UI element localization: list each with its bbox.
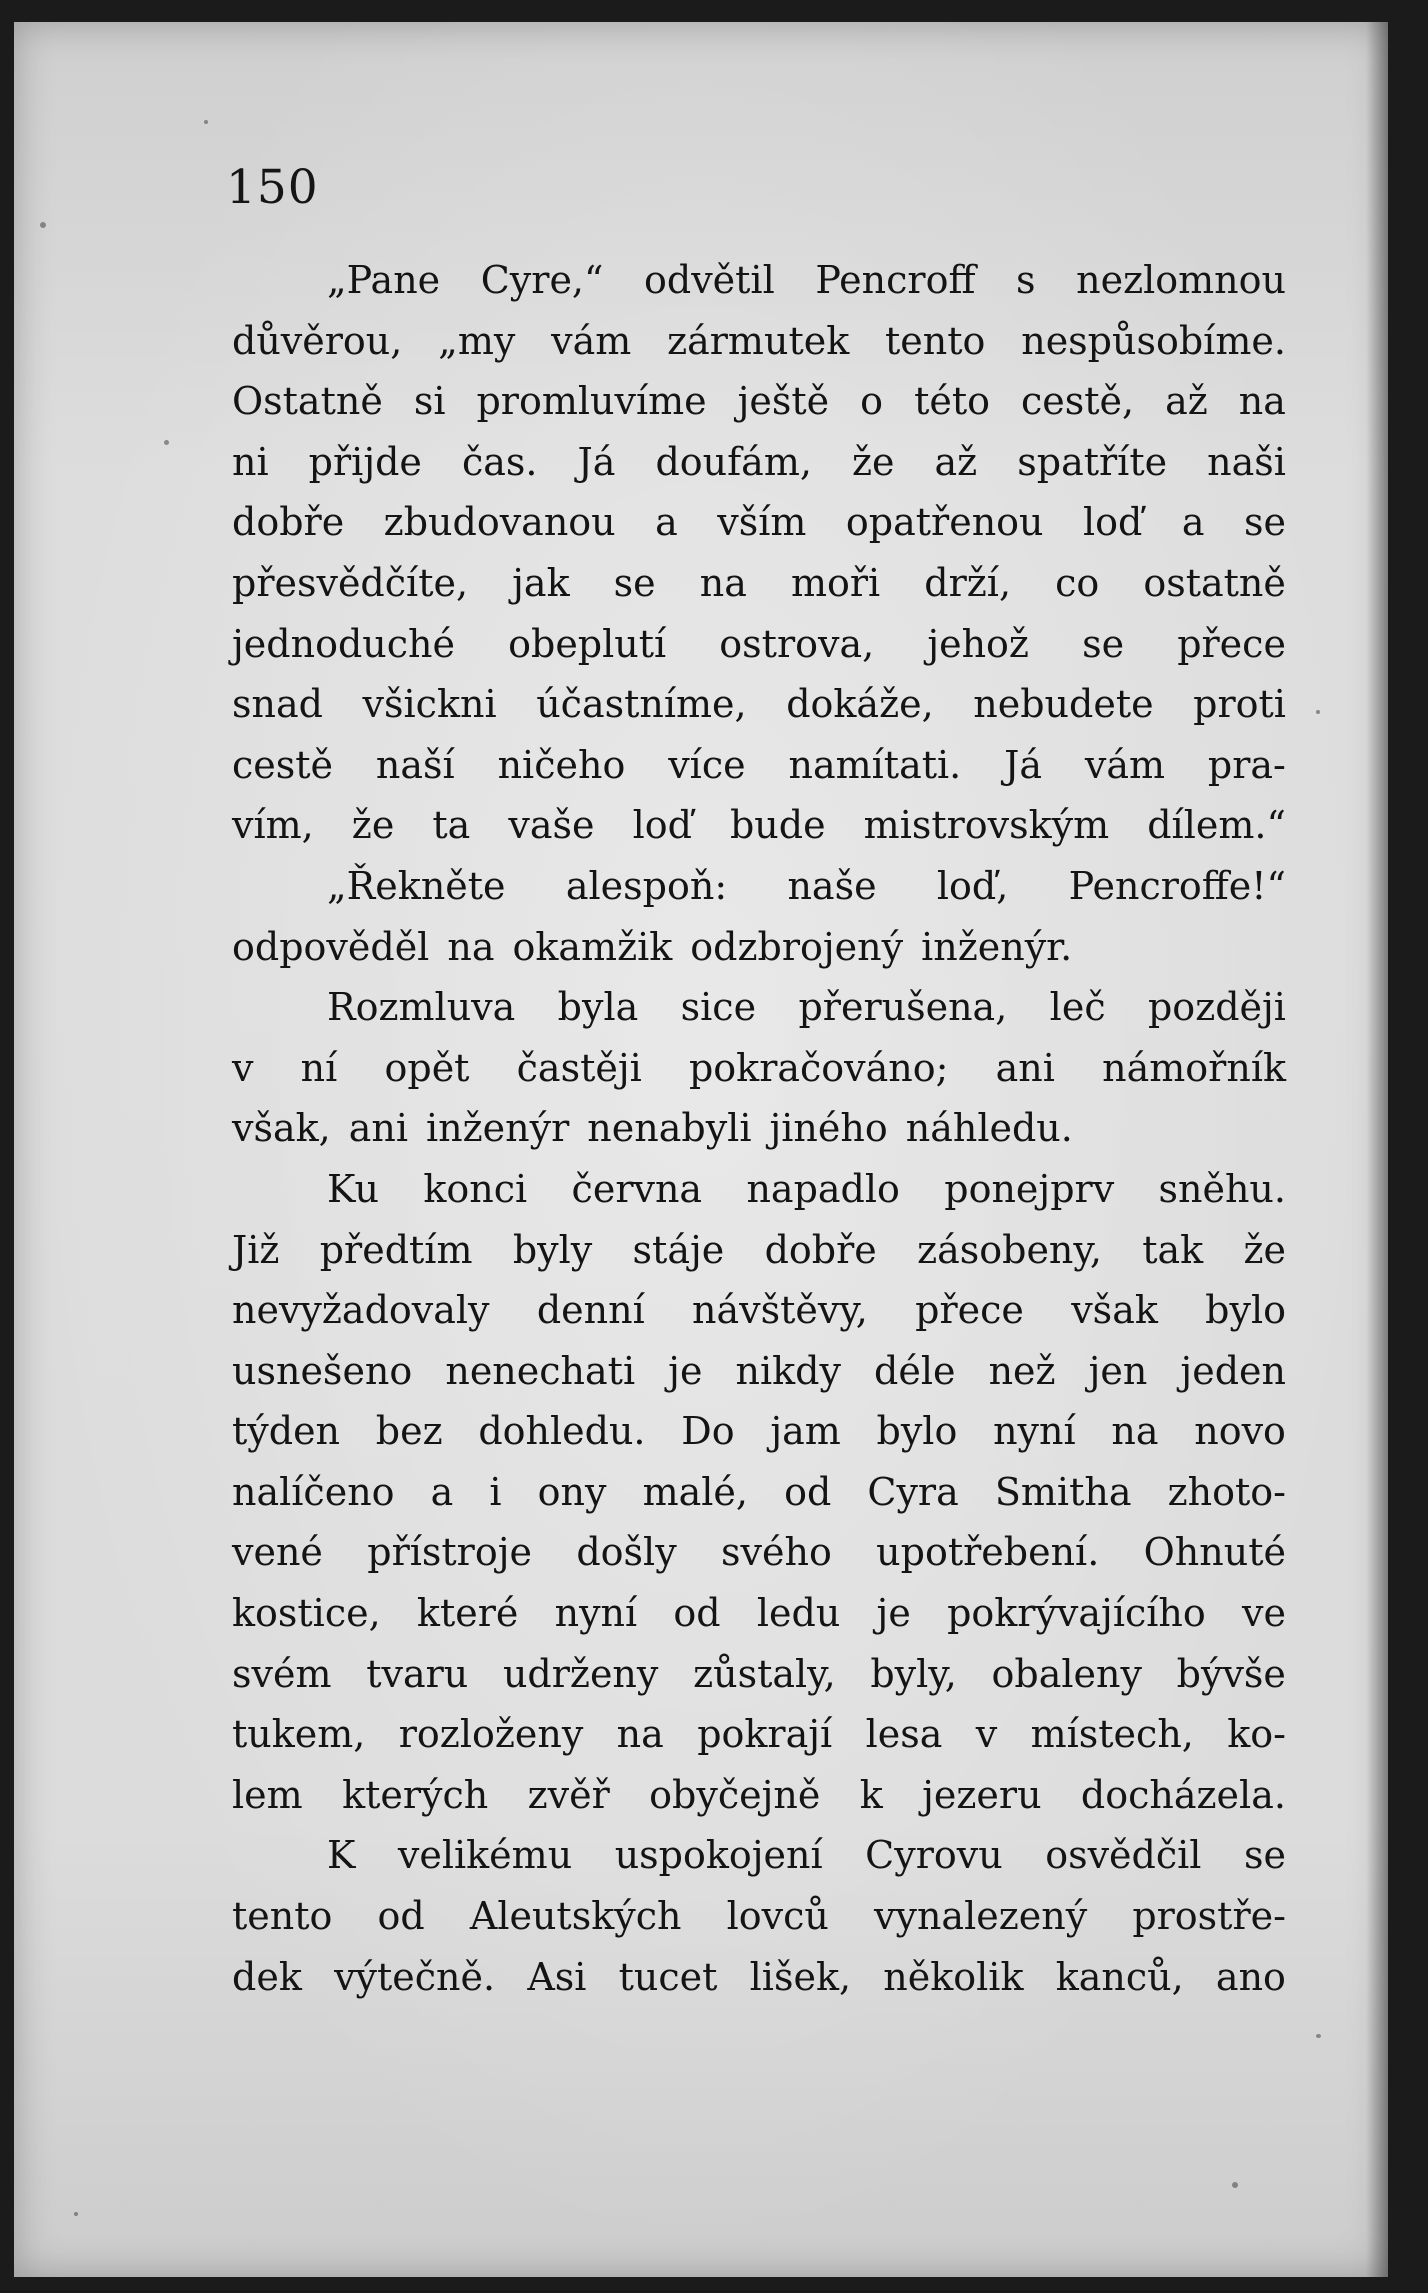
text-line — [232, 735, 1286, 796]
text-line — [232, 553, 1286, 614]
word: došly — [576, 1530, 677, 1575]
word: nespůsobíme. — [1021, 318, 1286, 363]
text-line — [232, 1947, 1286, 2008]
word: Rozmluva — [327, 985, 516, 1030]
word: jednoduché — [232, 621, 455, 666]
word: přístroje — [367, 1530, 532, 1575]
word: jiného — [769, 1106, 888, 1151]
text-line — [232, 1401, 1286, 1462]
text-line — [232, 614, 1286, 675]
word: ní — [300, 1045, 338, 1090]
word: upotřebení. — [876, 1530, 1100, 1575]
text-line — [232, 795, 1286, 856]
word: ani — [348, 1106, 409, 1151]
word: vynalezený — [874, 1894, 1088, 1939]
word: leč — [1049, 985, 1106, 1030]
word: že — [851, 439, 895, 484]
word: se — [1244, 500, 1286, 545]
word: loď — [1083, 500, 1143, 545]
word: cestě — [232, 742, 334, 787]
paper-speck — [164, 440, 169, 445]
paper-speck — [1316, 710, 1320, 714]
word: více — [668, 742, 746, 787]
word: loď, — [936, 863, 1009, 908]
word: Do — [681, 1409, 735, 1454]
word: na — [1111, 1409, 1159, 1454]
word: Ostatně — [232, 379, 383, 424]
word: čas. — [461, 439, 538, 484]
word: návštěvy, — [692, 1288, 868, 1333]
word: Já — [577, 439, 616, 484]
word: Již — [232, 1227, 280, 1272]
word: přece — [1177, 621, 1286, 666]
word: spatříte — [1017, 439, 1168, 484]
word: denní — [536, 1288, 645, 1333]
word: Ku — [327, 1166, 380, 1211]
word: nevyžadovaly — [232, 1288, 490, 1333]
word: a — [655, 500, 678, 545]
word: cestě, — [1020, 379, 1135, 424]
word: uspokojení — [614, 1833, 823, 1878]
word: je — [668, 1348, 703, 1393]
word: dokáže, — [786, 682, 934, 727]
word: odzbrojený — [690, 924, 904, 969]
word: docházela. — [1080, 1772, 1286, 1817]
word: častěji — [516, 1045, 642, 1090]
text-line — [232, 250, 1286, 311]
word: si — [413, 379, 446, 424]
word: konci — [423, 1166, 528, 1211]
word: nenechati — [445, 1348, 636, 1393]
word: ponejprv — [944, 1166, 1115, 1211]
page-number: 150 — [226, 160, 319, 215]
word: ještě — [737, 379, 830, 424]
text-line — [232, 1038, 1286, 1099]
word: jen — [1088, 1348, 1148, 1393]
text-line — [232, 1462, 1286, 1523]
word: jak — [512, 560, 570, 605]
text-line — [232, 311, 1286, 372]
word: v — [232, 1045, 254, 1090]
word: na — [699, 560, 747, 605]
word: prostře- — [1132, 1894, 1286, 1939]
word: června — [571, 1166, 703, 1211]
text-line — [232, 1159, 1286, 1220]
word: nikdy — [735, 1348, 841, 1393]
word: sněhu. — [1158, 1166, 1286, 1211]
word: od — [784, 1469, 832, 1514]
word: od — [377, 1894, 425, 1939]
word: vám — [551, 318, 632, 363]
word: přesvědčíte, — [232, 560, 469, 605]
word: tucet — [618, 1954, 718, 1999]
word: místech, — [1030, 1712, 1194, 1757]
word: této — [914, 379, 990, 424]
word: vším — [717, 500, 807, 545]
word: Cyre,“ — [480, 258, 604, 302]
word: ve — [1242, 1591, 1286, 1636]
text-line — [232, 1522, 1286, 1583]
word: lem — [232, 1772, 303, 1817]
page-edge-shadow — [1366, 22, 1388, 2277]
word: Cyra — [867, 1469, 959, 1514]
word: zármutek — [667, 318, 850, 363]
word: však — [1071, 1288, 1158, 1333]
word: naše — [787, 863, 877, 908]
word: pokračováno; — [688, 1045, 949, 1090]
word: zásobeny, — [917, 1227, 1102, 1272]
word: že — [351, 803, 395, 848]
word: obyčejně — [649, 1772, 821, 1817]
word: Pencroff — [815, 258, 976, 302]
word: tak — [1142, 1227, 1204, 1272]
word: několik — [883, 1954, 1024, 1999]
word: bylo — [876, 1409, 958, 1454]
word: inženýr — [426, 1106, 570, 1151]
word: svého — [721, 1530, 832, 1575]
word: až — [934, 439, 978, 484]
word: rozloženy — [398, 1712, 584, 1757]
word: tukem, — [232, 1712, 366, 1757]
word: ničeho — [497, 742, 626, 787]
word: se — [1243, 1833, 1286, 1878]
word: nebudete — [973, 682, 1154, 727]
word: snad — [232, 682, 323, 727]
word: alespoň: — [565, 863, 728, 908]
word: mistrovským — [863, 803, 1110, 848]
text-line — [232, 1341, 1286, 1402]
word: účastníme, — [536, 682, 747, 727]
word: tvaru — [366, 1651, 469, 1696]
word: promluvíme — [476, 379, 707, 424]
word: nenabyli — [587, 1106, 752, 1151]
word: zhoto- — [1167, 1469, 1286, 1514]
word: dek — [232, 1954, 302, 1999]
word: kterých — [342, 1772, 489, 1817]
word: novo — [1194, 1409, 1286, 1454]
text-line — [232, 674, 1286, 735]
word: náhledu. — [905, 1106, 1073, 1151]
word: než — [988, 1348, 1056, 1393]
word: ko- — [1227, 1712, 1286, 1757]
word: pokrají — [697, 1712, 833, 1757]
word: ni — [232, 439, 269, 484]
text-line — [232, 1098, 1286, 1159]
word: jezeru — [922, 1772, 1042, 1817]
word: naší — [375, 742, 455, 787]
text-line — [232, 371, 1286, 432]
word: vené — [232, 1530, 323, 1575]
paper-speck — [204, 120, 208, 124]
word: výtečně. — [334, 1954, 496, 1999]
word: usnešeno — [232, 1348, 413, 1393]
word: byly — [512, 1227, 593, 1272]
word: bude — [729, 803, 826, 848]
word: sice — [680, 985, 757, 1030]
word: dohledu. — [478, 1409, 646, 1454]
word: namítati. — [788, 742, 962, 787]
word: osvědčil — [1045, 1833, 1202, 1878]
word: později — [1147, 985, 1286, 1030]
word: pra- — [1207, 742, 1286, 787]
word: nezlomnou — [1076, 258, 1286, 302]
word: na — [447, 924, 495, 969]
text-line — [232, 1644, 1286, 1705]
word: lišek, — [749, 1954, 852, 1999]
word: loď — [632, 803, 692, 848]
word: které — [416, 1591, 519, 1636]
word: v — [975, 1712, 998, 1757]
text-line — [232, 432, 1286, 493]
word: tento — [232, 1894, 333, 1939]
word: lovců — [726, 1894, 829, 1939]
word: byly, — [870, 1651, 957, 1696]
word: opět — [384, 1045, 470, 1090]
text-line — [232, 1765, 1286, 1826]
word: tento — [885, 318, 986, 363]
word: od — [673, 1591, 721, 1636]
word: Aleutských — [469, 1894, 682, 1939]
word: ano — [1215, 1954, 1286, 1999]
text-line — [232, 1583, 1286, 1644]
paper-speck — [1232, 2182, 1238, 2188]
text-line — [232, 1280, 1286, 1341]
word: ostatně — [1143, 560, 1286, 605]
word: Asi — [527, 1954, 587, 1999]
word: jam — [770, 1409, 841, 1454]
word: kanců, — [1055, 1954, 1184, 1999]
word: že — [1243, 1227, 1286, 1272]
word: moři — [790, 560, 881, 605]
word: obeplutí — [508, 621, 667, 666]
word: přijde — [308, 439, 422, 484]
word: proti — [1193, 682, 1286, 727]
word: doufám, — [655, 439, 812, 484]
text-line — [232, 856, 1286, 917]
text-line — [232, 492, 1286, 553]
word: lesa — [865, 1712, 943, 1757]
word: ostrova, — [719, 621, 875, 666]
word: a — [430, 1469, 454, 1514]
word: Cyrovu — [865, 1833, 1003, 1878]
word: udrženy — [502, 1651, 659, 1696]
word: Já — [1004, 742, 1042, 787]
word: dobře — [232, 500, 345, 545]
word: K — [327, 1833, 356, 1878]
word: okamžik — [512, 924, 673, 969]
word: k — [859, 1772, 883, 1817]
text-line — [232, 1704, 1286, 1765]
word: bývše — [1176, 1651, 1286, 1696]
word: na — [1238, 379, 1286, 424]
word: kostice, — [232, 1591, 381, 1636]
word: ledu — [756, 1591, 841, 1636]
text-line — [232, 917, 1286, 978]
word: Pencroffe!“ — [1068, 863, 1286, 908]
word: naši — [1207, 439, 1286, 484]
paper-speck — [74, 2212, 78, 2216]
word: a — [1181, 500, 1205, 545]
word: odpověděl — [232, 924, 430, 969]
word: vám — [1084, 742, 1166, 787]
word: velikému — [397, 1833, 573, 1878]
word: Ohnuté — [1143, 1530, 1286, 1575]
word: nyní — [554, 1591, 638, 1636]
word: zbudovanou — [383, 500, 616, 545]
paper-speck — [1316, 2034, 1321, 2038]
text-line — [232, 1886, 1286, 1947]
word: pokrývajícího — [947, 1591, 1206, 1636]
word: Smitha — [994, 1469, 1132, 1514]
word: svém — [232, 1651, 332, 1696]
word: o — [860, 379, 884, 424]
text-line — [232, 1825, 1286, 1886]
word: drží, — [924, 560, 1012, 605]
word: předtím — [319, 1227, 473, 1272]
word: jehož — [927, 621, 1029, 666]
word: napadlo — [746, 1166, 900, 1211]
word: i — [489, 1469, 502, 1514]
word: námořník — [1102, 1045, 1286, 1090]
word: všickni — [362, 682, 497, 727]
word: s — [1016, 258, 1036, 302]
body-text — [232, 250, 1286, 2007]
word: zůstaly, — [693, 1651, 836, 1696]
text-line — [232, 1220, 1286, 1281]
word: co — [1055, 560, 1100, 605]
word: ta — [432, 803, 471, 848]
word: však, — [232, 1106, 331, 1151]
word: se — [613, 560, 656, 605]
word: ony — [537, 1469, 607, 1514]
word: se — [1082, 621, 1125, 666]
word: obaleny — [991, 1651, 1142, 1696]
word: přece — [915, 1288, 1024, 1333]
word: nyní — [993, 1409, 1076, 1454]
text-line — [232, 977, 1286, 1038]
word: dílem.“ — [1147, 803, 1286, 848]
word: stáje — [632, 1227, 725, 1272]
word: týden — [232, 1409, 341, 1454]
book-page — [14, 22, 1388, 2277]
word: přerušena, — [798, 985, 1008, 1030]
word: opatřenou — [845, 500, 1044, 545]
word: „Pane — [327, 258, 441, 302]
word: inženýr. — [921, 924, 1073, 969]
word: vaše — [508, 803, 595, 848]
word: nalíčeno — [232, 1469, 395, 1514]
word: bylo — [1205, 1288, 1286, 1333]
word: na — [616, 1712, 664, 1757]
word: důvěrou, — [232, 318, 403, 363]
word: odvětil — [644, 258, 775, 302]
word: dobře — [764, 1227, 877, 1272]
word: jeden — [1180, 1348, 1286, 1393]
word: malé, — [642, 1469, 748, 1514]
word: „my — [438, 318, 516, 363]
word: bez — [375, 1409, 443, 1454]
word: déle — [874, 1348, 956, 1393]
word: „Řekněte — [327, 863, 506, 908]
word: zvěř — [527, 1772, 610, 1817]
word: vím, — [232, 803, 314, 848]
word: je — [876, 1591, 911, 1636]
paper-speck — [40, 222, 46, 228]
word: ani — [995, 1045, 1055, 1090]
word: až — [1165, 379, 1208, 424]
word: byla — [557, 985, 639, 1030]
